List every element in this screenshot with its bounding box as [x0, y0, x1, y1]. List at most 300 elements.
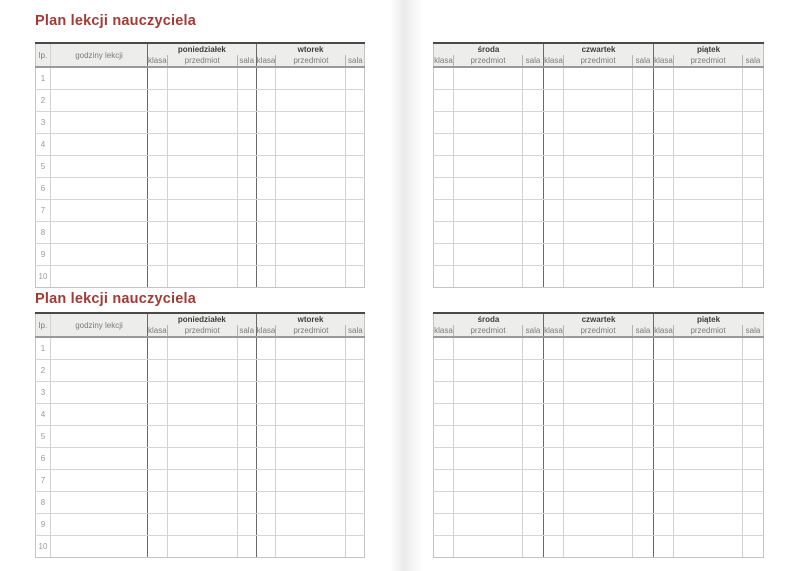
sala-cell: [346, 134, 365, 156]
klasa-cell: [148, 426, 168, 448]
przedmiot-cell: [454, 492, 523, 514]
klasa-cell: [654, 382, 674, 404]
sala-cell: [743, 492, 764, 514]
klasa-cell: [256, 404, 276, 426]
row-number-cell: 6: [36, 448, 51, 470]
przedmiot-cell: [276, 426, 346, 448]
przedmiot-cell: [564, 337, 633, 360]
day-header: środa: [434, 43, 544, 55]
klasa-cell: [434, 178, 454, 200]
przedmiot-cell: [276, 244, 346, 266]
przedmiot-cell: [674, 90, 743, 112]
row-number-cell: 8: [36, 492, 51, 514]
sala-cell: [346, 470, 365, 492]
przedmiot-cell: [167, 90, 237, 112]
przedmiot-cell: [454, 337, 523, 360]
day-header: poniedziałek: [148, 313, 257, 325]
klasa-cell: [434, 404, 454, 426]
klasa-cell: [654, 266, 674, 288]
hours-cell: [51, 67, 148, 90]
sala-cell: [237, 200, 256, 222]
table-row: [36, 470, 365, 492]
table-row: [434, 244, 764, 266]
przedmiot-cell: [674, 536, 743, 558]
sala-cell: [523, 360, 544, 382]
day-header: czwartek: [544, 43, 654, 55]
hours-cell: [51, 360, 148, 382]
przedmiot-cell: [276, 404, 346, 426]
sala-cell: [633, 536, 654, 558]
hours-cell: [51, 178, 148, 200]
sala-cell: [633, 382, 654, 404]
hours-cell: [51, 337, 148, 360]
sala-cell: [633, 266, 654, 288]
klasa-cell: [654, 360, 674, 382]
przedmiot-cell: [167, 67, 237, 90]
klasa-cell: [544, 470, 564, 492]
przedmiot-cell: [454, 156, 523, 178]
sala-cell: [523, 382, 544, 404]
table-row: [434, 448, 764, 470]
table-row: [36, 222, 365, 244]
klasa-cell: [654, 448, 674, 470]
przedmiot-cell: [454, 426, 523, 448]
przedmiot-cell: [564, 360, 633, 382]
sala-cell: [633, 156, 654, 178]
przedmiot-cell: [167, 514, 237, 536]
subheader-klasa: klasa: [544, 56, 563, 65]
sala-cell: [633, 90, 654, 112]
przedmiot-cell: [276, 536, 346, 558]
subheader-klasa: klasa: [434, 56, 453, 65]
przedmiot-cell: [674, 266, 743, 288]
table-row: [434, 134, 764, 156]
przedmiot-cell: [167, 536, 237, 558]
row-number-cell: 3: [36, 382, 51, 404]
sala-cell: [633, 426, 654, 448]
lesson-plan-table-left-top: [35, 42, 365, 288]
table-row: [36, 448, 365, 470]
sala-cell: [743, 67, 764, 90]
sala-cell: [237, 536, 256, 558]
lp-header: lp.: [36, 43, 51, 67]
klasa-cell: [148, 112, 168, 134]
klasa-cell: [544, 404, 564, 426]
przedmiot-cell: [674, 448, 743, 470]
przedmiot-cell: [276, 382, 346, 404]
table-row: [434, 470, 764, 492]
row-number-cell: 5: [36, 426, 51, 448]
table-row: [36, 90, 365, 112]
klasa-cell: [654, 112, 674, 134]
row-number-cell: 2: [36, 90, 51, 112]
subheader-sala: sala: [633, 325, 654, 337]
przedmiot-cell: [454, 536, 523, 558]
klasa-cell: [654, 244, 674, 266]
table-row: [36, 536, 365, 558]
przedmiot-cell: [454, 178, 523, 200]
hours-cell: [51, 536, 148, 558]
row-number-cell: 4: [36, 134, 51, 156]
klasa-cell: [434, 266, 454, 288]
przedmiot-cell: [454, 90, 523, 112]
table-row: [434, 382, 764, 404]
sala-cell: [523, 448, 544, 470]
przedmiot-cell: [167, 222, 237, 244]
table-row: [36, 426, 365, 448]
przedmiot-cell: [564, 222, 633, 244]
klasa-cell: [654, 404, 674, 426]
table-row: [36, 382, 365, 404]
przedmiot-cell: [167, 492, 237, 514]
klasa-cell: [654, 536, 674, 558]
klasa-cell: [434, 134, 454, 156]
klasa-cell: [654, 90, 674, 112]
sala-cell: [633, 514, 654, 536]
sala-cell: [743, 536, 764, 558]
table-row: [36, 244, 365, 266]
subheader-przedmiot: przedmiot: [454, 55, 523, 67]
sala-cell: [237, 222, 256, 244]
row-number-cell: 8: [36, 222, 51, 244]
hours-cell: [51, 244, 148, 266]
sala-cell: [633, 337, 654, 360]
sala-cell: [743, 337, 764, 360]
sala-cell: [743, 200, 764, 222]
sala-cell: [237, 426, 256, 448]
row-number-cell: 10: [36, 266, 51, 288]
klasa-cell: [256, 112, 276, 134]
przedmiot-cell: [167, 156, 237, 178]
sala-cell: [237, 470, 256, 492]
sala-cell: [523, 492, 544, 514]
klasa-cell: [544, 90, 564, 112]
klasa-cell: [148, 134, 168, 156]
subheader-klasa: klasa: [654, 326, 673, 335]
hours-header: godziny lekcji: [51, 313, 148, 337]
przedmiot-cell: [674, 200, 743, 222]
sala-cell: [346, 112, 365, 134]
sala-cell: [633, 134, 654, 156]
row-number-cell: 10: [36, 536, 51, 558]
subheader-przedmiot: przedmiot: [674, 325, 743, 337]
hours-cell: [51, 266, 148, 288]
przedmiot-cell: [564, 90, 633, 112]
lesson-plan-table-left-top: [35, 42, 365, 288]
przedmiot-cell: [454, 200, 523, 222]
sala-cell: [523, 404, 544, 426]
lesson-plan-table-left-bottom: [35, 312, 365, 558]
row-number-cell: 7: [36, 200, 51, 222]
przedmiot-cell: [167, 200, 237, 222]
day-header: czwartek: [544, 313, 654, 325]
przedmiot-cell: [674, 244, 743, 266]
klasa-cell: [256, 67, 276, 90]
sala-cell: [633, 222, 654, 244]
przedmiot-cell: [167, 382, 237, 404]
przedmiot-cell: [674, 222, 743, 244]
przedmiot-cell: [276, 222, 346, 244]
przedmiot-cell: [454, 244, 523, 266]
przedmiot-cell: [674, 426, 743, 448]
sala-cell: [237, 134, 256, 156]
sala-cell: [523, 156, 544, 178]
subheader-sala: sala: [237, 325, 256, 337]
przedmiot-cell: [564, 404, 633, 426]
przedmiot-cell: [276, 266, 346, 288]
sala-cell: [523, 200, 544, 222]
przedmiot-cell: [454, 112, 523, 134]
row-number-cell: 1: [36, 67, 51, 90]
klasa-cell: [654, 178, 674, 200]
row-number-cell: 6: [36, 178, 51, 200]
table-row: [434, 200, 764, 222]
klasa-cell: [654, 222, 674, 244]
table-row: [434, 112, 764, 134]
day-header: poniedziałek: [148, 43, 257, 55]
klasa-cell: [148, 536, 168, 558]
sala-cell: [743, 470, 764, 492]
klasa-cell: [434, 90, 454, 112]
klasa-cell: [654, 337, 674, 360]
klasa-cell: [256, 492, 276, 514]
przedmiot-cell: [276, 470, 346, 492]
klasa-cell: [256, 134, 276, 156]
sala-cell: [346, 337, 365, 360]
przedmiot-cell: [276, 134, 346, 156]
table-row: [36, 404, 365, 426]
przedmiot-cell: [564, 134, 633, 156]
sala-cell: [743, 112, 764, 134]
page-title: Plan lekcji nauczyciela: [35, 13, 196, 29]
przedmiot-cell: [454, 134, 523, 156]
table-row: [434, 514, 764, 536]
table-row: [36, 492, 365, 514]
sala-cell: [237, 266, 256, 288]
klasa-cell: [256, 244, 276, 266]
klasa-cell: [148, 244, 168, 266]
klasa-cell: [544, 67, 564, 90]
klasa-cell: [544, 134, 564, 156]
klasa-cell: [544, 178, 564, 200]
sala-cell: [346, 448, 365, 470]
klasa-cell: [256, 156, 276, 178]
klasa-cell: [256, 200, 276, 222]
przedmiot-cell: [674, 67, 743, 90]
subheader-sala: sala: [523, 325, 544, 337]
klasa-cell: [544, 112, 564, 134]
lesson-plan-table-right-top: [433, 42, 764, 288]
klasa-cell: [544, 426, 564, 448]
hours-cell: [51, 448, 148, 470]
przedmiot-cell: [454, 360, 523, 382]
sala-cell: [523, 244, 544, 266]
table-row: [434, 156, 764, 178]
sala-cell: [346, 360, 365, 382]
przedmiot-cell: [454, 470, 523, 492]
table-row: [434, 266, 764, 288]
sala-cell: [633, 200, 654, 222]
klasa-cell: [256, 470, 276, 492]
sala-cell: [633, 112, 654, 134]
klasa-cell: [654, 514, 674, 536]
page-title: Plan lekcji nauczyciela: [35, 291, 196, 307]
przedmiot-cell: [674, 514, 743, 536]
klasa-cell: [256, 536, 276, 558]
hours-cell: [51, 426, 148, 448]
sala-cell: [237, 492, 256, 514]
sala-cell: [523, 178, 544, 200]
klasa-cell: [654, 134, 674, 156]
hours-header: godziny lekcji: [51, 43, 148, 67]
lesson-plan-table-right-bottom: [433, 312, 764, 558]
klasa-cell: [544, 514, 564, 536]
przedmiot-cell: [167, 426, 237, 448]
klasa-cell: [544, 222, 564, 244]
klasa-cell: [544, 200, 564, 222]
przedmiot-cell: [674, 470, 743, 492]
klasa-cell: [544, 360, 564, 382]
hours-cell: [51, 112, 148, 134]
sala-cell: [346, 382, 365, 404]
klasa-cell: [148, 514, 168, 536]
sala-cell: [237, 156, 256, 178]
klasa-cell: [434, 448, 454, 470]
subheader-klasa: klasa: [256, 326, 276, 335]
table-row: [36, 514, 365, 536]
przedmiot-cell: [564, 514, 633, 536]
przedmiot-cell: [167, 337, 237, 360]
sala-cell: [346, 404, 365, 426]
klasa-cell: [256, 178, 276, 200]
sala-cell: [346, 67, 365, 90]
klasa-cell: [434, 536, 454, 558]
klasa-cell: [544, 244, 564, 266]
przedmiot-cell: [167, 134, 237, 156]
subheader-sala: sala: [346, 325, 365, 337]
sala-cell: [633, 244, 654, 266]
klasa-cell: [654, 492, 674, 514]
table-row: [36, 67, 365, 90]
przedmiot-cell: [564, 200, 633, 222]
row-number-cell: 9: [36, 514, 51, 536]
sala-cell: [237, 404, 256, 426]
przedmiot-cell: [167, 404, 237, 426]
klasa-cell: [654, 156, 674, 178]
table-row: [36, 156, 365, 178]
subheader-klasa: klasa: [256, 56, 276, 65]
table-row: [36, 266, 365, 288]
przedmiot-cell: [276, 67, 346, 90]
table-row: [434, 360, 764, 382]
sala-cell: [743, 90, 764, 112]
hours-cell: [51, 156, 148, 178]
subheader-klasa: klasa: [148, 56, 167, 65]
sala-cell: [237, 514, 256, 536]
sala-cell: [346, 266, 365, 288]
przedmiot-cell: [564, 448, 633, 470]
przedmiot-cell: [276, 200, 346, 222]
sala-cell: [523, 470, 544, 492]
przedmiot-cell: [564, 536, 633, 558]
przedmiot-cell: [454, 222, 523, 244]
przedmiot-cell: [276, 492, 346, 514]
sala-cell: [346, 200, 365, 222]
przedmiot-cell: [674, 178, 743, 200]
sala-cell: [346, 178, 365, 200]
subheader-przedmiot: przedmiot: [564, 55, 633, 67]
przedmiot-cell: [674, 112, 743, 134]
przedmiot-cell: [276, 90, 346, 112]
hours-cell: [51, 134, 148, 156]
klasa-cell: [434, 222, 454, 244]
sala-cell: [237, 112, 256, 134]
sala-cell: [523, 426, 544, 448]
subheader-sala: sala: [237, 55, 256, 67]
subheader-przedmiot: przedmiot: [564, 325, 633, 337]
sala-cell: [523, 266, 544, 288]
przedmiot-cell: [454, 382, 523, 404]
klasa-cell: [434, 514, 454, 536]
przedmiot-cell: [564, 492, 633, 514]
klasa-cell: [148, 382, 168, 404]
subheader-klasa: klasa: [434, 326, 453, 335]
subheader-przedmiot: przedmiot: [454, 325, 523, 337]
sala-cell: [346, 90, 365, 112]
klasa-cell: [434, 112, 454, 134]
table-row: [36, 337, 365, 360]
przedmiot-cell: [674, 360, 743, 382]
klasa-cell: [544, 382, 564, 404]
day-header: piątek: [654, 43, 764, 55]
sala-cell: [237, 67, 256, 90]
table-row: [36, 178, 365, 200]
klasa-cell: [148, 337, 168, 360]
przedmiot-cell: [454, 266, 523, 288]
day-header: wtorek: [256, 43, 365, 55]
sala-cell: [633, 178, 654, 200]
sala-cell: [523, 134, 544, 156]
klasa-cell: [148, 360, 168, 382]
klasa-cell: [256, 266, 276, 288]
przedmiot-cell: [167, 448, 237, 470]
przedmiot-cell: [276, 178, 346, 200]
subheader-przedmiot: przedmiot: [167, 325, 237, 337]
sala-cell: [237, 382, 256, 404]
sala-cell: [633, 404, 654, 426]
sala-cell: [346, 244, 365, 266]
sala-cell: [743, 266, 764, 288]
klasa-cell: [148, 448, 168, 470]
przedmiot-cell: [167, 470, 237, 492]
przedmiot-cell: [674, 156, 743, 178]
klasa-cell: [256, 90, 276, 112]
klasa-cell: [256, 514, 276, 536]
przedmiot-cell: [564, 178, 633, 200]
sala-cell: [743, 244, 764, 266]
subheader-przedmiot: przedmiot: [276, 325, 346, 337]
przedmiot-cell: [674, 134, 743, 156]
hours-cell: [51, 404, 148, 426]
przedmiot-cell: [454, 67, 523, 90]
klasa-cell: [148, 470, 168, 492]
subheader-klasa: klasa: [654, 56, 673, 65]
przedmiot-cell: [564, 426, 633, 448]
przedmiot-cell: [674, 404, 743, 426]
klasa-cell: [654, 426, 674, 448]
przedmiot-cell: [276, 156, 346, 178]
klasa-cell: [544, 337, 564, 360]
